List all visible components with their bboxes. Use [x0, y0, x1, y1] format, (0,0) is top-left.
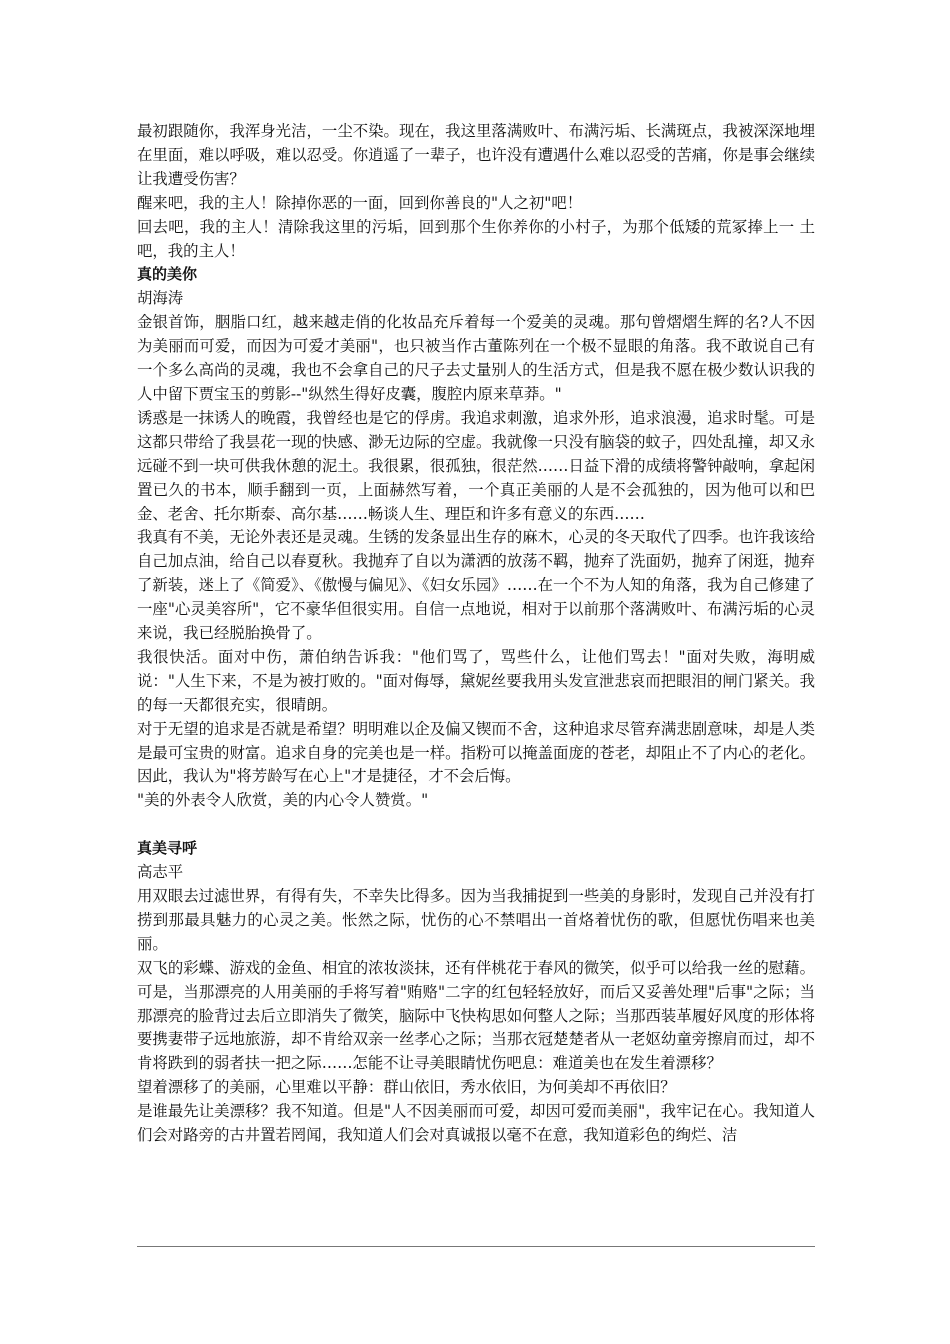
- paragraph: 双飞的彩蝶、游戏的金鱼、相宜的浓妆淡抹，还有伴桃花于春风的微笑，似乎可以给我一丝的慰藉。可是，当那漂亮的人用美丽的手将写着"贿赂"二字的红包轻轻放好，而后又妥善处理"后事"之际；当那漂亮的脸背过去后立即消失了微笑，脑际中飞快构思如何整人之际；当那西装革履好风度的形体将要携妻带子远地旅游，却不肯给双亲一丝孝心之际；当那衣冠楚楚者从一老妪幼童旁擦肩而过，却不肯将跌到的弱者扶一把之际……怎能不让寻美眼睛忧伤吧息：难道美也在发生着漂移？: [137, 958, 815, 1073]
- document-body: [137, 120, 815, 1148]
- paragraph: 最初跟随你，我浑身光洁，一尘不染。现在，我这里落满败叶、布满污垢、长满斑点，我被深深地埋在里面，难以呼吸，难以忍受。你逍遥了一辈子，也许没有遭遇什么难以忍受的苦痛，你是事会继续让我遭受伤害？: [137, 122, 815, 188]
- essay-title: 真的美你: [137, 265, 198, 284]
- blank-line: [137, 813, 815, 837]
- paragraph: 对于无望的追求是否就是希望？明明难以企及偏又锲而不舍，这种追求尽管弃满悲剧意味，却是人类是最可宝贵的财富。追求自身的完美也是一样。指粉可以掩盖面庞的苍老，却阻止不了内心的老化。因此，我认为"将芳龄写在心上"才是捷径，才不会后悔。: [137, 719, 815, 786]
- paragraph: 醒来吧，我的主人！除掉你恶的一面，回到你善良的"人之初"吧！: [137, 193, 583, 212]
- paragraph: 回去吧，我的主人！清除我这里的污垢，回到那个生你养你的小村子，为那个低矮的荒冢捧上一 土吧，我的主人！: [137, 217, 815, 260]
- paragraph: 是谁最先让美漂移？我不知道。但是"人不因美丽而可爱，却因可爱而美丽"，我牢记在心。我知道人们会对路旁的古井置若罔闻，我知道人们会对真诚报以毫不在意，我知道彩色的绚烂、洁: [137, 1102, 815, 1145]
- paragraph: 诱惑是一抹诱人的晚霞，我曾经也是它的俘虏。我追求刺激，追求外形，追求浪漫，追求时髦。可是这都只带给了我昙花一现的快感、渺无边际的空虚。我就像一只没有脑袋的蚊子，四处乱撞，却又永远碰不到一块可供我休憩的泥土。我很累，很孤独，很茫然……日益下滑的成绩将警钟敲响，拿起闲置已久的书本，顺手翻到一页，上面赫然写着，一个真正美丽的人是不会孤独的，因为他可以和巴金、老舍、托尔斯泰、高尔基……畅谈人生、理臣和许多有意义的东西……: [137, 408, 815, 523]
- paragraph: 望着漂移了的美丽，心里难以平静：群山依旧，秀水依旧，为何美却不再依旧？: [137, 1078, 676, 1097]
- essay-author: 胡海涛: [137, 289, 184, 308]
- paragraph: 我真有不美，无论外表还是灵魂。生锈的发条显出生存的麻木，心灵的冬天取代了四季。也许我该给自己加点油，给自己以春夏秋。我抛弃了自以为潇洒的放荡不羁，抛弃了洗面奶，抛弃了闲逛，抛弃了新装，迷上了《简爱》、《傲慢与偏见》、《妇女乐园》……在一个不为人知的角落，我为自己修建了一座"心灵美容所"，它不豪华但很实用。自信一点地说，相对于以前那个落满败叶、布满污垢的心灵来说，我已经脱胎换骨了。: [137, 528, 815, 643]
- paragraph: 我很快活。面对中伤，萧伯纳告诉我："他们骂了，骂些什么，让他们骂去！"面对失败，海明威说："人生下来，不是为被打败的。"面对侮辱，黛妮丝要我用头发宣泄悲哀而把眼泪的闸门紧关。我的每一天都很充实，很晴朗。: [137, 647, 815, 714]
- paragraph: "美的外表令人欣赏，美的内心令人赞赏。": [137, 791, 429, 810]
- footer-divider: [137, 1246, 815, 1247]
- essay-author: 高志平: [137, 863, 184, 882]
- paragraph: 金银首饰，胭脂口红，越来越走俏的化妆品充斥着每一个爱美的灵魂。那句曾熠熠生辉的名?人不因为美丽而可爱，而因为可爱才美丽"，也只被当作古董陈列在一个极不显眼的角落。我不敢说自己有一个多么高尚的灵魂，我也不会拿自己的尺子去丈量别人的生活方式，但是我不愿在极少数认识我的人中留下贾宝玉的剪影--"纵然生得好皮囊，腹腔内原来草莽。": [137, 313, 815, 403]
- paragraph: 用双眼去过滤世界，有得有失，不幸失比得多。因为当我捕捉到一些美的身影时，发现自己并没有打捞到那最具魅力的心灵之美。怅然之际，忧伤的心不禁唱出一首烙着忧伤的歌，但愿忧伤唱来也美丽。: [137, 886, 815, 953]
- essay-title: 真美寻呼: [137, 839, 198, 858]
